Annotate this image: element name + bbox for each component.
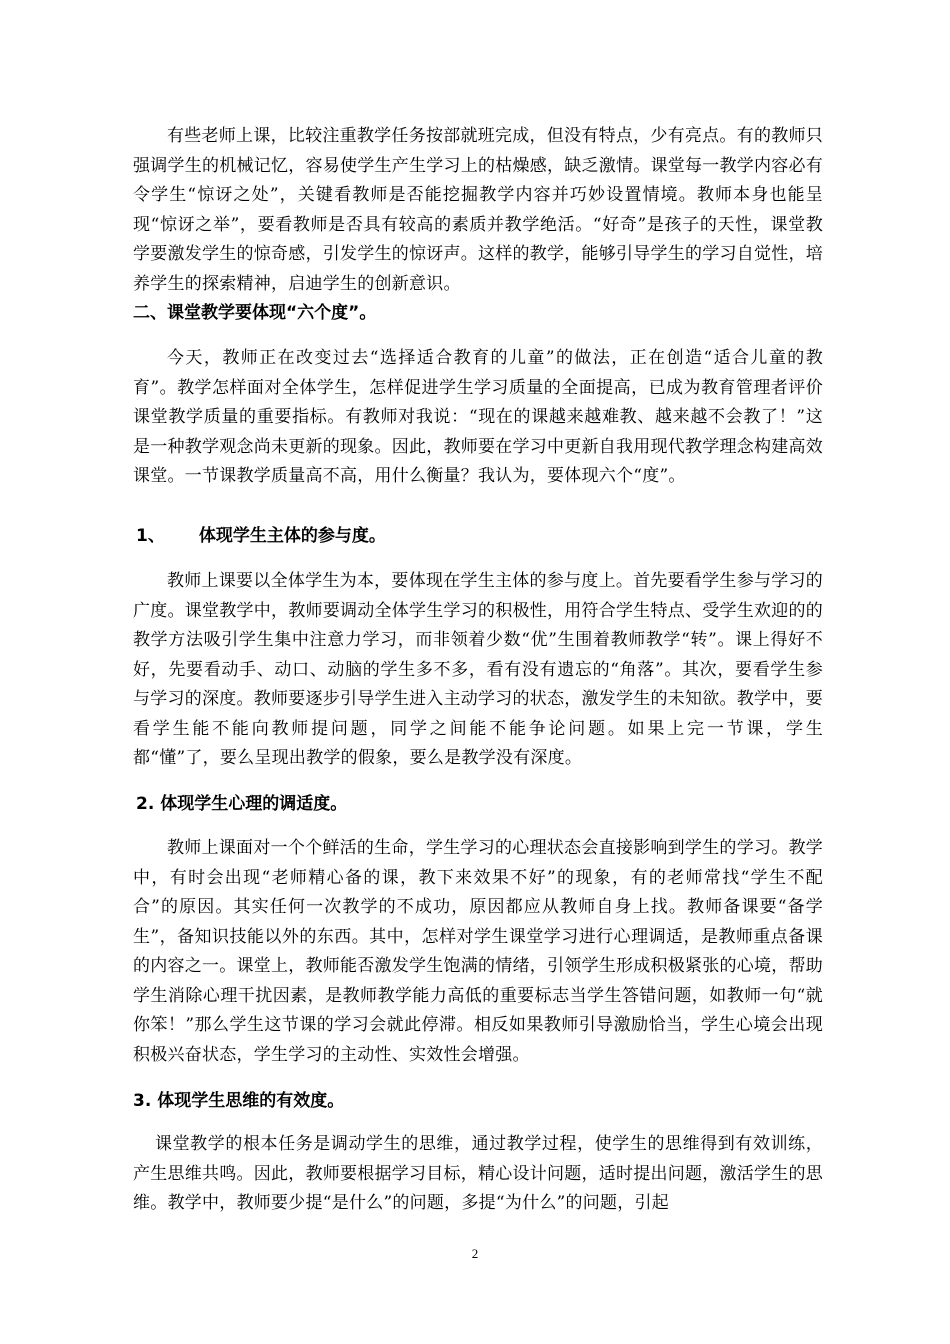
body-paragraph: 教师上课要以全体学生为本，要体现在学生主体的参与度上。首先要看学生参与学习的广度。课堂教学中，教师要调动全体学生学习的积极性，用符合学生特点、受学生欢迎的的教学方法吸引学生集中注意力学习，而非领着少数“优”生围着教师教学“转”。课上得好不好，先要看动手、动口、动脑的学生多不多，看有没有遗忘的“角落”。其次，要看学生参与学习的深度。教师要逐步引导学生进入主动学习的状态，激发学生的未知欲。教学中，要看学生能不能向教师提问题，同学之间能不能争论问题。如果上完一节课，学生都“懂”了，要么呈现出教学的假象，要么是教学没有深度。 [133,571,823,768]
section-heading: 二、课堂教学要体现“六个度”。 [133,303,377,323]
body-paragraph: 教师上课面对一个个鲜活的生命，学生学习的心理状态会直接影响到学生的学习。教学中，有时会出现“老师精心备的课，教下来效果不好”的现象，有的老师常找“学生不配合”的原因。其实任何一次教学的不成功，原因都应从教师自身上找。教师备课要“备学生”，备知识技能以外的东西。其中，怎样对学生课堂学习进行心理调适，是教师重点备课的内容之一。课堂上，教师能否激发学生饱满的情绪，引领学生形成积极紧张的心境，帮助学生消除心理干扰因素，是教师教学能力高低的重要标志当学生答错问题，如教师一句“就你笨！”那么学生这节课的学习会就此停滞。相反如果教师引导激励恰当，学生心境会出现积极兴奋状态，学生学习的主动性、实效性会增强。 [133,838,823,1065]
body-paragraph: 有些老师上课，比较注重教学任务按部就班完成，但没有特点，少有亮点。有的教师只强调学生的机械记忆，容易使学生产生学习上的枯燥感，缺乏激情。课堂每一教学内容必有令学生“惊讶之处”，关键看教师是否能挖掘教学内容并巧妙设置情境。教师本身也能呈现“惊讶之举”，要看教师是否具有较高的素质并教学绝活。“好奇”是孩子的天性，课堂教学要激发学生的惊奇感，引发学生的惊讶声。这样的教学，能够引导学生的学习自觉性，培养学生的探索精神，启迪学生的创新意识。 [133,126,823,294]
subsection-title: 体现学生主体的参与度。 [198,526,386,546]
subsection-heading: 2. 体现学生心理的调适度。 [136,794,348,814]
subsection-heading [136,521,386,546]
body-paragraph: 今天，教师正在改变过去“选择适合教育的儿童”的做法，正在创造“适合儿童的教育”。教学怎样面对全体学生，怎样促进学生学习质量的全面提高，已成为教育管理者评价课堂教学质量的重要指标。有教师对我说：“现在的课越来越难教、越来越不会教了！”这是一种教学观念尚未更新的现象。因此，教师要在学习中更新自我用现代教学理念构建高效课堂。一节课教学质量高不高，用什么衡量？我认为，要体现六个“度”。 [133,348,823,486]
page-number: 2 [471,1246,479,1261]
body-paragraph: 课堂教学的根本任务是调动学生的思维，通过教学过程，使学生的思维得到有效训练，产生思维共鸣。因此，教师要根据学习目标，精心设计问题，适时提出问题，激活学生的思维。教学中，教师要少提“是什么”的问题，多提“为什么”的问题，引起 [133,1134,823,1213]
subsection-number: 1、 [136,526,165,546]
subsection-heading: 3. 体现学生思维的有效度。 [133,1091,345,1111]
